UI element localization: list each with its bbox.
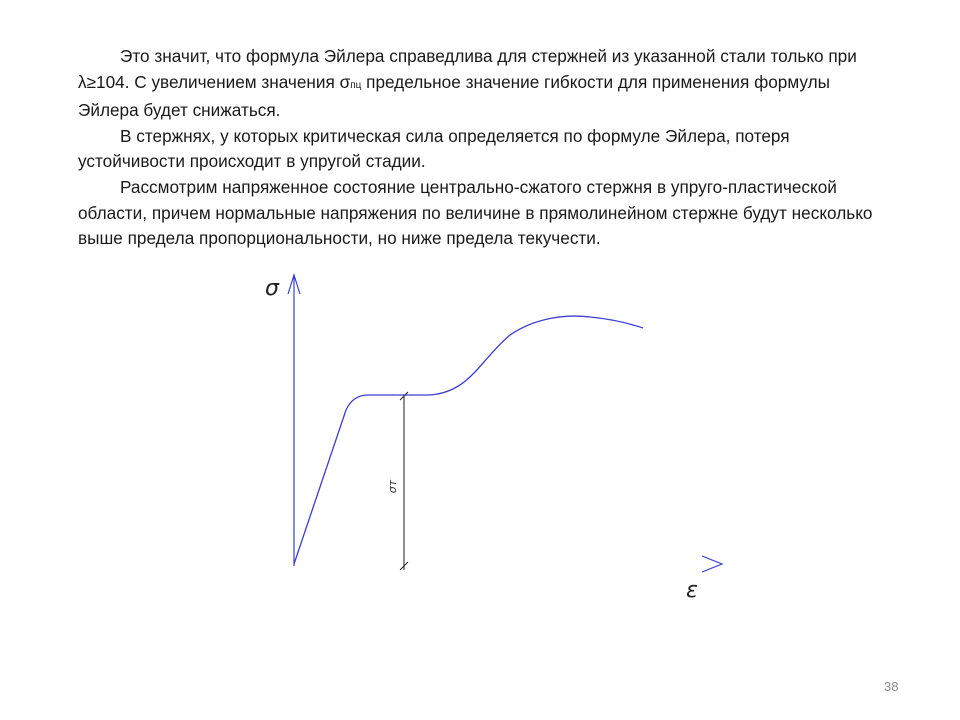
x-axis-label: ε bbox=[686, 578, 698, 603]
x-axis-arrow bbox=[702, 556, 722, 572]
yield-stress-label: σт bbox=[386, 479, 400, 494]
page-number: 38 bbox=[884, 679, 899, 694]
paragraph-1-text-b: предельное значение гибкости для применения формулы Эйлера будет снижаться. bbox=[78, 71, 830, 121]
paragraph-2: В стержнях, у которых критическая сила определяется по формуле Эйлера, потеря устойчивости происходит в упругой стадии. bbox=[78, 125, 790, 172]
y-axis-label: σ bbox=[265, 276, 279, 301]
stress-strain-curve bbox=[294, 316, 643, 564]
sigma-subscript: пц bbox=[350, 79, 362, 91]
paragraph-3: Рассмотрим напряженное состояние центрально-сжатого стержня в упруго-пластической области, причем нормальные напряжения по величине в прямолинейном стержне будут несколько выше предела пропорциональности, но ниже предела текучести. bbox=[78, 176, 873, 249]
paragraph-1-text-a: Это значит, что формула Эйлера справедлива для стержней из указанной стали только при λ≥104. С увеличением значения σ bbox=[78, 46, 857, 92]
